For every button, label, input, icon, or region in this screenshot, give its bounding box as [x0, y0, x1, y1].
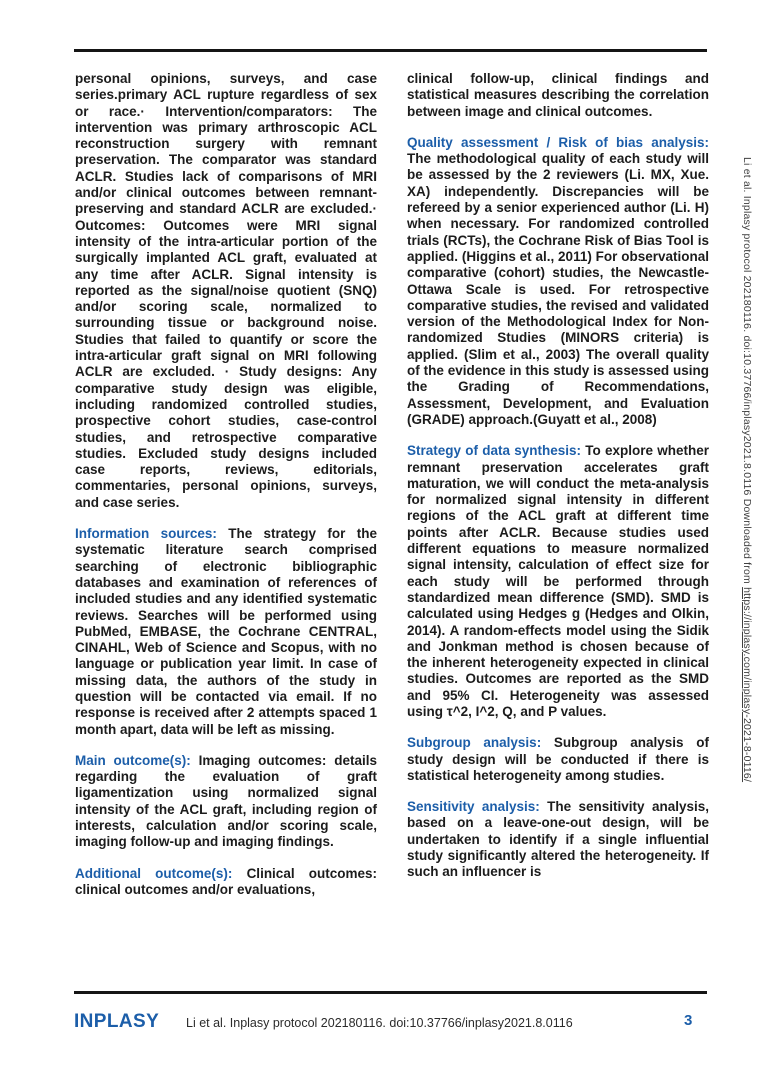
paragraph-text: To explore whether remnant preservation accelerates graft maturation, we will conduct the meta-analysis for normalized signal intensity in different regions of the ACL graft at different time points after ACLR. Because studies used different equations to measure normalized signal intensity, calculation of effect size for each study will be performed through standardized mean difference (SMD). SMD is calculated using Hedges g (Hedges and Olkin, 2014). A random-effects model using the Sidik and Jonkman method is chosen because of the inherent heterogeneity expected in clinical studies. Outcomes are reported as the SMD and 95% CI. Heterogeneity was assessed using τ^2, I^2, Q, and P values.	[407, 443, 709, 719]
paragraph-text: The sensitivity analysis, based on a leave-one-out design, will be undertaken to identify if a single influential study significantly altered the heterogeneity. If such an influencer is	[407, 799, 709, 880]
section-heading-strategy-of-data-synthesis: Strategy of data synthesis:	[407, 443, 581, 459]
paragraph	[407, 135, 709, 428]
right-column	[407, 71, 709, 898]
page-number: 3	[684, 1012, 693, 1029]
section-heading-subgroup-analysis: Subgroup analysis:	[407, 735, 542, 751]
section-heading-information-sources: Information sources:	[75, 526, 217, 542]
footer-citation: Li et al. Inplasy protocol 202180116. doi:10.37766/inplasy2021.8.0116	[186, 1016, 573, 1030]
body-columns	[75, 71, 709, 898]
paragraph-text: clinical follow-up, clinical findings and statistical measures describing the correlation between image and clinical outcomes.	[407, 71, 709, 119]
paragraph-text: Clinical outcomes: clinical outcomes and/or evaluations,	[75, 865, 377, 897]
section-heading-sensitivity-analysis: Sensitivity analysis:	[407, 799, 540, 815]
section-heading-main-outcomes: Main outcome(s):	[75, 752, 191, 768]
section-heading-additional-outcomes: Additional outcome(s):	[75, 865, 233, 881]
paragraph	[75, 866, 377, 899]
paragraph	[407, 799, 709, 880]
sidebar-citation-text: Li et al. Inplasy protocol 202180116. doi:10.37766/inplasy2021.8.0116 Downloaded from	[741, 157, 753, 588]
section-heading-quality-assessment: Quality assessment / Risk of bias analysis:	[407, 134, 709, 150]
footer-rule	[74, 991, 707, 994]
paragraph-text: Subgroup analysis of study design will be conducted if there is statistical heterogeneity among studies.	[407, 735, 709, 783]
paragraph	[407, 71, 709, 120]
paragraph-text: The methodological quality of each study will be assessed by the 2 reviewers (Li. MX, Xue. XA) independently. Discrepancies will be refereed by a senior experienced author (Li. H) when necessary. For randomized controlled trials (RCTs), the Cochrane Risk of Bias Tool is applied. (Higgins et al., 2011) For observational comparative (cohort) studies, the Newcastle-Ottawa Scale is used. For retrospective comparative studies, the revised and validated version of the Methodological Index for Non-randomized Studies (MINORS criteria) is applied. (Slim et al., 2003) The overall quality of the evidence in this study is assessed using the Grading of Recommendations, Assessment, Development, and Evaluation (GRADE) approach.(Guyatt et al., 2008)	[407, 151, 709, 427]
paragraph-text: personal opinions, surveys, and case series.primary ACL rupture regardless of sex or race.· Intervention/comparators: The intervention was primary arthroscopic ACL reconstruction surgery with remnant preservation. The comparator was standard ACLR. Studies lack of comparisons of MRI and/or clinical outcomes between remnant-preserving and standard ACLR are excluded.· Outcomes: Outcomes were MRI signal intensity of the intra-articular portion of the surgically implanted ACL graft, evaluated at any time after ACLR. Signal intensity is reported as the signal/noise quotient (SNQ) and/or scoring scale, normalized to surrounding tissue or background noise. Studies that failed to quantify or score the intra-articular graft signal on MRI following ACLR are excluded. · Study designs: Any comparative study design was eligible, including randomized controlled studies, prospective cohort studies, case-control studies, and retrospective comparative studies. Excluded study designs included case reports, reviews, editorials, commentaries, personal opinions, surveys, and case series.	[75, 71, 377, 510]
left-column	[75, 71, 377, 898]
paragraph-text: The strategy for the systematic literature search comprised searching of electronic bibliographic databases and examination of references of included studies and any identified systematic reviews. Searches will be performed using PubMed, EMBASE, the Cochrane CENTRAL, CINAHL, Web of Science and Scopus, with no language or publication year limit. In case of missing data, the authors of the study in question will be contacted via email. If no response is received after 2 attempts spaced 1 month apart, data will be left as missing.	[75, 526, 377, 737]
header-rule	[74, 49, 707, 52]
paragraph-text: Imaging outcomes: details regarding the evaluation of graft ligamentization using normalized signal intensity of the ACL graft, including region of interests, calculation and/or scoring scale, imaging follow-up and imaging findings.	[75, 752, 377, 850]
paragraph	[75, 71, 377, 511]
sidebar-citation-link[interactable]: https://inplasy.com/inplasy-2021-8-0116/	[741, 587, 753, 783]
paragraph	[407, 735, 709, 784]
paragraph	[75, 526, 377, 738]
paragraph	[407, 443, 709, 720]
inplasy-logo: INPLASY	[74, 1011, 160, 1032]
sidebar-citation	[741, 157, 753, 782]
paragraph	[75, 753, 377, 851]
